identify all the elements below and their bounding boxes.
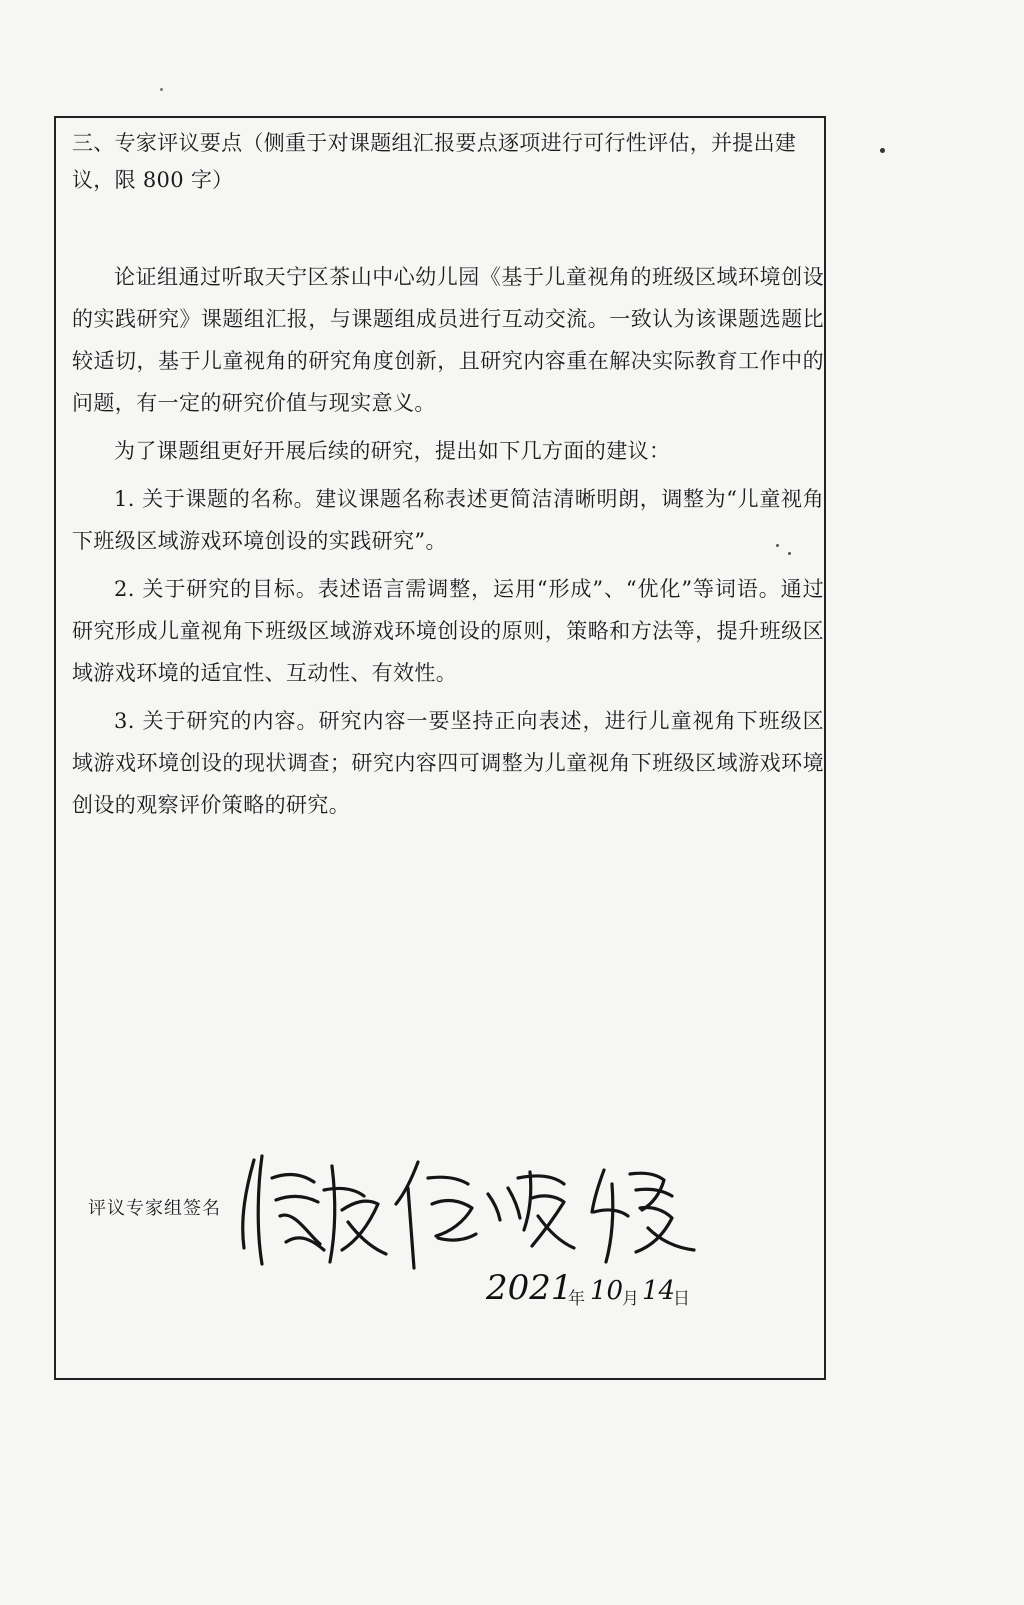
signature-label: 评议专家组签名 — [88, 1198, 221, 1218]
heading-line-2: 议，限 800 字） — [72, 168, 234, 192]
scan-speck — [776, 544, 779, 547]
paragraph-suggestion-title: 1. 关于课题的名称。建议课题名称表述更简洁清晰明朗，调整为“儿童视角下班级区域游戏环境创设的实践研究”。 — [72, 487, 824, 553]
date-year: 2021 — [486, 1268, 573, 1308]
date-month: 10 — [590, 1276, 624, 1306]
scan-speck — [788, 552, 791, 555]
section-heading — [72, 125, 824, 199]
paragraph-suggestion-content: 3. 关于研究的内容。研究内容一要坚持正向表述，进行儿童视角下班级区域游戏环境创设的现状调查；研究内容四可调整为儿童视角下班级区域游戏环境创设的观察评价策略的研究。 — [72, 709, 824, 817]
date-year-unit: 年 — [568, 1289, 585, 1308]
paragraph-suggestions-intro: 为了课题组更好开展后续的研究，提出如下几方面的建议： — [114, 439, 671, 463]
signing-date — [486, 1266, 706, 1316]
handwritten-signatures — [232, 1138, 712, 1278]
date-month-unit: 月 — [622, 1289, 639, 1308]
paragraph-suggestion-goal: 2. 关于研究的目标。表述语言需调整，运用“形成”、“优化”等词语。通过研究形成儿童视角下班级区域游戏环境创设的原则，策略和方法等，提升班级区域游戏环境的适宜性、互动性、有效性。 — [72, 577, 824, 685]
paragraph-summary: 论证组通过听取天宁区茶山中心幼儿园《基于儿童视角的班级区域环境创设的实践研究》课题组汇报，与课题组成员进行互动交流。一致认为该课题选题比较适切，基于儿童视角的研究角度创新，且研究内容重在解决实际教育工作中的问题，有一定的研究价值与现实意义。 — [72, 265, 824, 415]
date-day-unit: 日 — [673, 1289, 690, 1308]
heading-line-1: 三、专家评议要点（侧重于对课题组汇报要点逐项进行可行性评估，并提出建 — [72, 131, 797, 155]
date-day: 14 — [642, 1276, 676, 1306]
review-body — [72, 256, 824, 832]
scan-speck — [160, 88, 163, 91]
scan-speck — [880, 148, 885, 153]
